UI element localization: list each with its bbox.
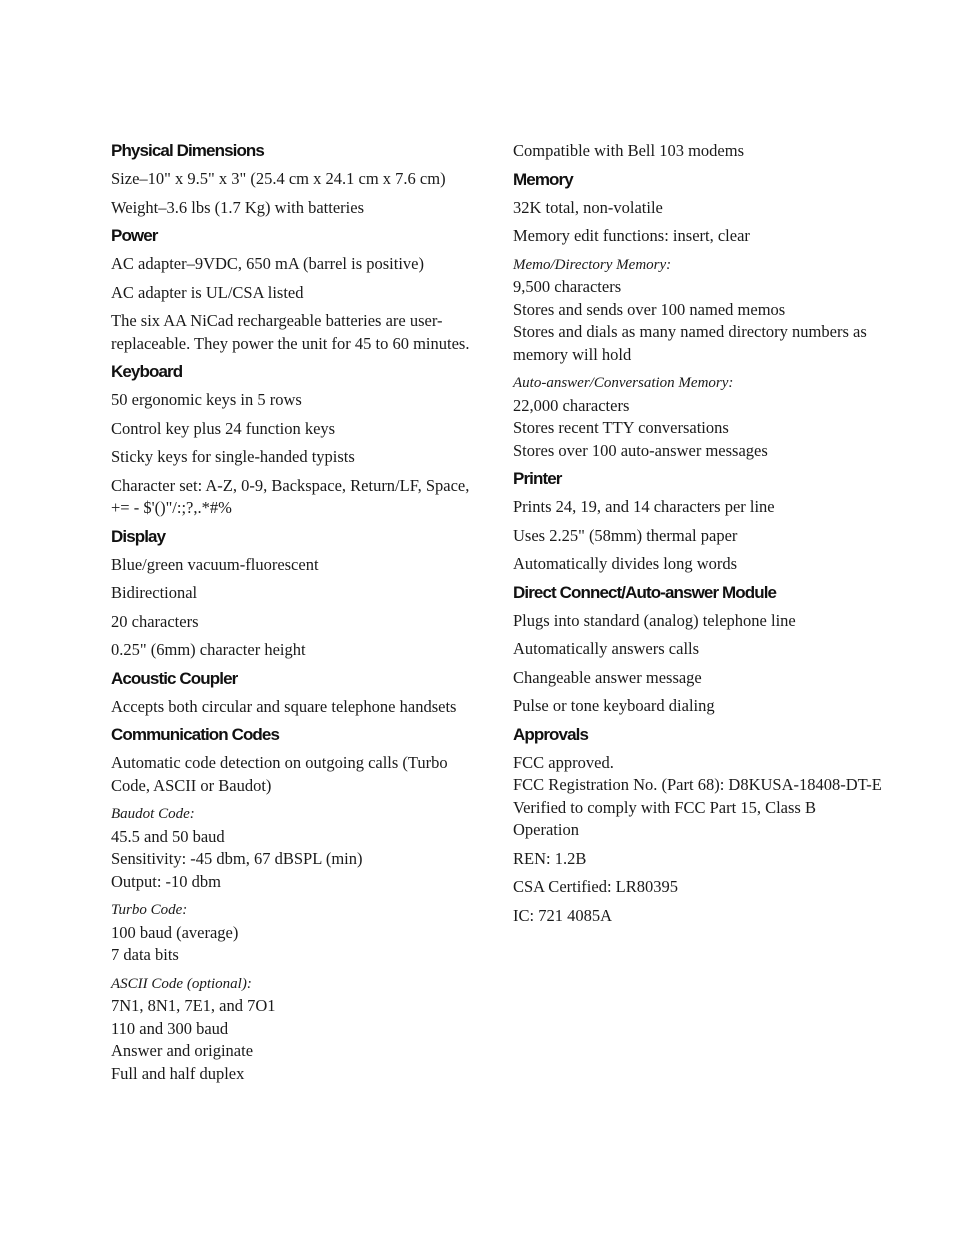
spec-printer-chars: Prints 24, 19, and 14 characters per line: [513, 497, 775, 516]
baudot-code-block: [111, 803, 476, 893]
memo-directory-line: Stores and dials as many named directory numbers as memory will hold: [513, 322, 867, 364]
section-memory: [513, 169, 883, 463]
auto-answer-block: [513, 372, 883, 462]
spec-memory-edit: Memory edit functions: insert, clear: [513, 226, 750, 245]
turbo-code-label: Turbo Code:: [111, 902, 188, 918]
spec-printer-paper: Uses 2.25" (58mm) thermal paper: [513, 525, 738, 545]
auto-answer-line: 22,000 characters: [513, 395, 630, 415]
heading-printer: Printer: [513, 469, 562, 488]
baudot-line: Output: -10 dbm: [111, 871, 221, 891]
spec-ren: REN: 1.2B: [513, 848, 587, 868]
section-approvals: [513, 724, 883, 928]
spec-ic: IC: 721 4085A: [513, 905, 612, 925]
spec-bidirectional: Bidirectional: [111, 583, 198, 602]
section-direct-connect: [513, 582, 883, 718]
ascii-line: 110 and 300 baud: [111, 1018, 229, 1038]
heading-physical-dimensions: Physical Dimensions: [111, 141, 264, 160]
heading-keyboard: Keyboard: [111, 362, 183, 381]
ascii-line: Answer and originate: [111, 1041, 254, 1060]
spec-character-set: Character set: A-Z, 0-9, Backspace, Return/LF, Space, += - $'()"/:;?,.*#%: [111, 475, 470, 517]
spec-ac-adapter: AC adapter–9VDC, 650 mA (barrel is positive): [111, 254, 424, 273]
ascii-line: Full and half duplex: [111, 1063, 245, 1083]
section-printer: [513, 468, 883, 576]
heading-direct-connect: Direct Connect/Auto-answer Module: [513, 582, 777, 602]
heading-approvals: Approvals: [513, 724, 589, 744]
fcc-line: FCC Registration No. (Part 68): D8KUSA-18408-DT-E: [513, 775, 882, 794]
spec-handsets: Accepts both circular and square telephone handsets: [111, 696, 457, 716]
spec-plugs: Plugs into standard (analog) telephone line: [513, 610, 796, 630]
fcc-line: Verified to comply with FCC Part 15, Class B Operation: [513, 797, 816, 839]
spec-keys: 50 ergonomic keys in 5 rows: [111, 390, 302, 409]
section-acoustic-coupler: [111, 668, 476, 719]
baudot-line: Sensitivity: -45 dbm, 67 dBSPL (min): [111, 849, 363, 868]
heading-communication-codes: Communication Codes: [111, 725, 280, 744]
section-physical-dimensions: [111, 140, 476, 219]
section-display: [111, 526, 476, 662]
auto-answer-line: Stores over 100 auto-answer messages: [513, 440, 768, 460]
turbo-code-block: [111, 899, 476, 967]
spec-answers: Automatically answers calls: [513, 639, 700, 658]
spec-dialing: Pulse or tone keyboard dialing: [513, 696, 715, 715]
spec-weight: Weight–3.6 lbs (1.7 Kg) with batteries: [111, 197, 365, 217]
spec-code-detection: Automatic code detection on outgoing calls (Turbo Code, ASCII or Baudot): [111, 753, 448, 795]
memo-directory-line: 9,500 characters: [513, 277, 622, 296]
spec-memory-total: 32K total, non-volatile: [513, 197, 663, 217]
auto-answer-line: Stores recent TTY conversations: [513, 418, 729, 437]
spec-sticky-keys: Sticky keys for single-handed typists: [111, 447, 355, 466]
auto-answer-label: Auto-answer/Conversation Memory:: [513, 375, 734, 391]
baudot-code-label: Baudot Code:: [111, 806, 195, 822]
spec-display-type: Blue/green vacuum-fluorescent: [111, 554, 319, 574]
spec-function-keys: Control key plus 24 function keys: [111, 418, 336, 438]
spec-answer-message: Changeable answer message: [513, 667, 702, 687]
spec-character-height: 0.25" (6mm) character height: [111, 640, 306, 659]
ascii-code-block: [111, 973, 476, 1086]
baudot-line: 45.5 and 50 baud: [111, 826, 225, 846]
section-power: [111, 225, 476, 355]
turbo-line: 7 data bits: [111, 945, 179, 964]
spec-ac-listed: AC adapter is UL/CSA listed: [111, 282, 304, 302]
fcc-block: [513, 752, 883, 842]
memo-directory-label: Memo/Directory Memory:: [513, 256, 672, 273]
heading-memory: Memory: [513, 169, 573, 189]
ascii-code-label: ASCII Code (optional):: [111, 975, 252, 992]
spec-display-characters: 20 characters: [111, 611, 199, 631]
fcc-line: FCC approved.: [513, 752, 614, 772]
memo-directory-block: [513, 254, 883, 367]
spec-csa: CSA Certified: LR80395: [513, 877, 678, 896]
heading-power: Power: [111, 226, 158, 245]
section-keyboard: [111, 361, 476, 520]
turbo-line: 100 baud (average): [111, 922, 239, 942]
spec-batteries: The six AA NiCad rechargeable batteries are user-replaceable. They power the unit for 45 to 60 minutes.: [111, 311, 470, 353]
section-communication-codes: [111, 724, 476, 1085]
heading-acoustic-coupler: Acoustic Coupler: [111, 668, 238, 688]
spec-bell-103: Compatible with Bell 103 modems: [513, 141, 744, 160]
spec-printer-words: Automatically divides long words: [513, 554, 738, 573]
memo-directory-line: Stores and sends over 100 named memos: [513, 299, 786, 319]
right-column: [513, 140, 883, 933]
heading-display: Display: [111, 526, 166, 546]
left-column: [111, 140, 476, 1091]
ascii-line: 7N1, 8N1, 7E1, and 7O1: [111, 996, 276, 1015]
spec-size: Size–10" x 9.5" x 3" (25.4 cm x 24.1 cm x 7.6 cm): [111, 169, 446, 188]
